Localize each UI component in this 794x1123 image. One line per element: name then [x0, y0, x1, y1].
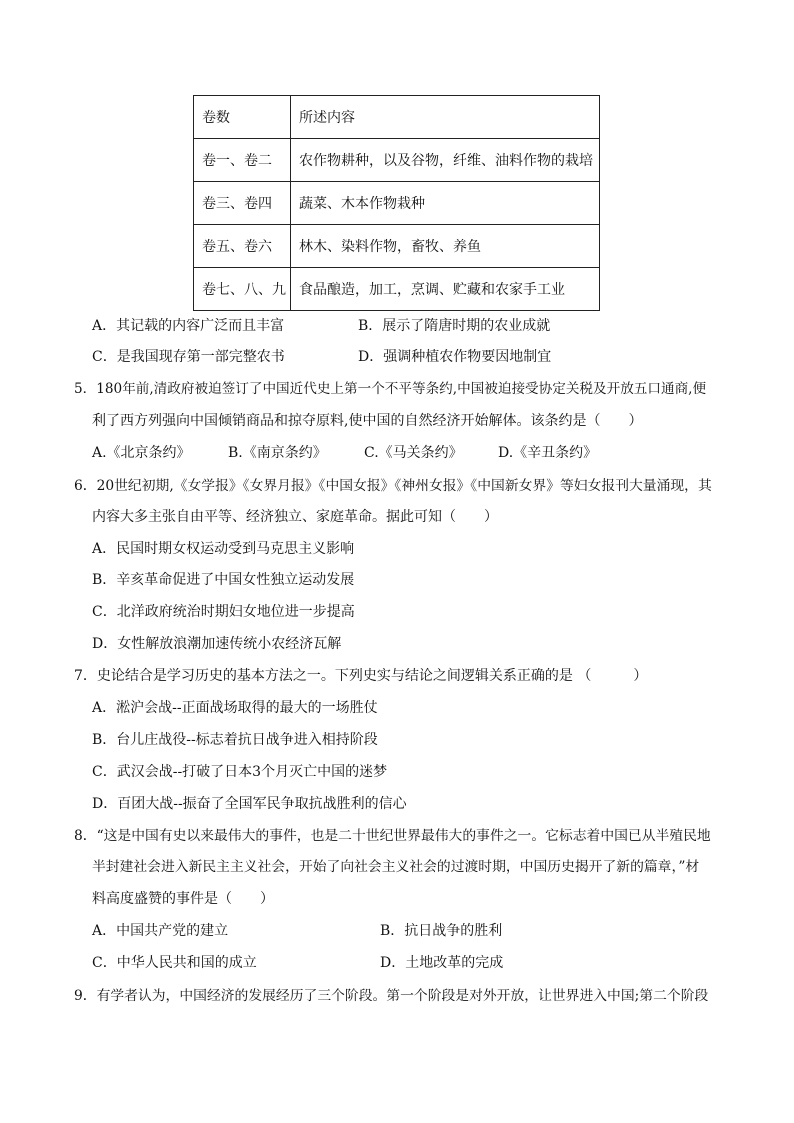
q5-option-d: D.《辛丑条约》 — [498, 445, 598, 461]
table-row — [194, 139, 600, 182]
q6-option-d: D．女性解放浪潮加速传统小农经济瓦解 — [92, 636, 342, 652]
q6-option-a: A．民国时期女权运动受到马克思主义影响 — [92, 541, 355, 557]
q5-stem-line1: 5．180年前,清政府被迫签订了中国近代史上第一个不平等条约,中国被迫接受协定关税及开放五口通商,便 — [74, 381, 707, 397]
table-header-row — [194, 96, 600, 139]
q7-stem-line1: 7．史论结合是学习历史的基本方法之一。下列史实与结论之间逻辑关系正确的是 （ ） — [74, 668, 648, 684]
q6-option-b: B．辛亥革命促进了中国女性独立运动发展 — [92, 572, 355, 588]
q7-option-a: A．淞沪会战--正面战场取得的最大的一场胜仗 — [92, 700, 378, 716]
q6-option-c: C．北洋政府统治时期妇女地位进一步提高 — [92, 604, 355, 620]
q8-option-a: A．中国共产党的建立 — [92, 923, 229, 939]
table-row — [194, 182, 600, 225]
q9-stem-line1: 9．有学者认为，中国经济的发展经历了三个阶段。第一个阶段是对外开放，让世界进入中国;第二个阶段 — [74, 988, 709, 1004]
q7-option-b: B．台儿庄战役--标志着抗日战争进入相持阶段 — [92, 732, 378, 748]
q4-option-d: D．强调种植农作物要因地制宜 — [358, 349, 552, 365]
q8-option-c: C．中华人民共和国的成立 — [92, 955, 257, 971]
q8-option-d: D．土地改革的完成 — [380, 955, 504, 971]
table-cell: 林木、染料作物，畜牧、养鱼 — [291, 225, 600, 268]
q6-stem-line1: 6．20世纪初期,《女学报》《女界月报》《中国女报》《神州女报》《中国新女界》等妇女报刊大量涌现，其 — [74, 478, 712, 494]
table-cell: 卷五、卷六 — [194, 225, 291, 268]
table-cell: 农作物耕种，以及谷物，纤维、油料作物的栽培 — [291, 139, 600, 182]
q8-stem-line3: 料高度盛赞的事件是（ ） — [92, 891, 274, 907]
table-row — [194, 225, 600, 268]
table-header-cell: 所述内容 — [291, 96, 600, 139]
q7-option-c: C．武汉会战--打破了日本3个月灭亡中国的迷梦 — [92, 764, 388, 780]
q6-stem-line2: 内容大多主张自由平等、经济独立、家庭革命。据此可知（ ） — [92, 509, 498, 525]
q8-stem-line1: 8．“这是中国有史以来最伟大的事件，也是二十世纪世界最伟大的事件之一。它标志着中国已从半殖民地 — [74, 828, 711, 844]
q4-option-a: A．其记载的内容广泛而且丰富 — [92, 318, 285, 334]
table-header-cell: 卷数 — [194, 96, 291, 139]
table-cell: 卷一、卷二 — [194, 139, 291, 182]
q4-option-b: B．展示了隋唐时期的农业成就 — [358, 318, 551, 334]
q5-option-c: C.《马关条约》 — [364, 445, 463, 461]
q5-option-b: B.《南京条约》 — [228, 445, 327, 461]
q8-stem-line2: 半封建社会进入新民主主义社会，开始了向社会主义社会的过渡时期，中国历史揭开了新的篇章，”材 — [92, 859, 700, 875]
table-row — [194, 268, 600, 311]
table-cell: 蔬菜、木本作物栽种 — [291, 182, 600, 225]
table-cell: 食品酿造，加工，烹调、贮藏和农家手工业 — [291, 268, 600, 311]
table-cell: 卷七、八、九 — [194, 268, 291, 311]
agricultural-book-table — [193, 95, 600, 311]
table-cell: 卷三、卷四 — [194, 182, 291, 225]
q5-option-a: A.《北京条约》 — [92, 445, 191, 461]
q8-option-b: B．抗日战争的胜利 — [380, 923, 503, 939]
q4-option-c: C．是我国现存第一部完整农书 — [92, 349, 285, 365]
q5-stem-line2: 利了西方列强向中国倾销商品和掠夺原料,使中国的自然经济开始解体。该条约是（ ） — [92, 413, 643, 429]
q7-option-d: D．百团大战--振奋了全国军民争取抗战胜利的信心 — [92, 796, 407, 812]
